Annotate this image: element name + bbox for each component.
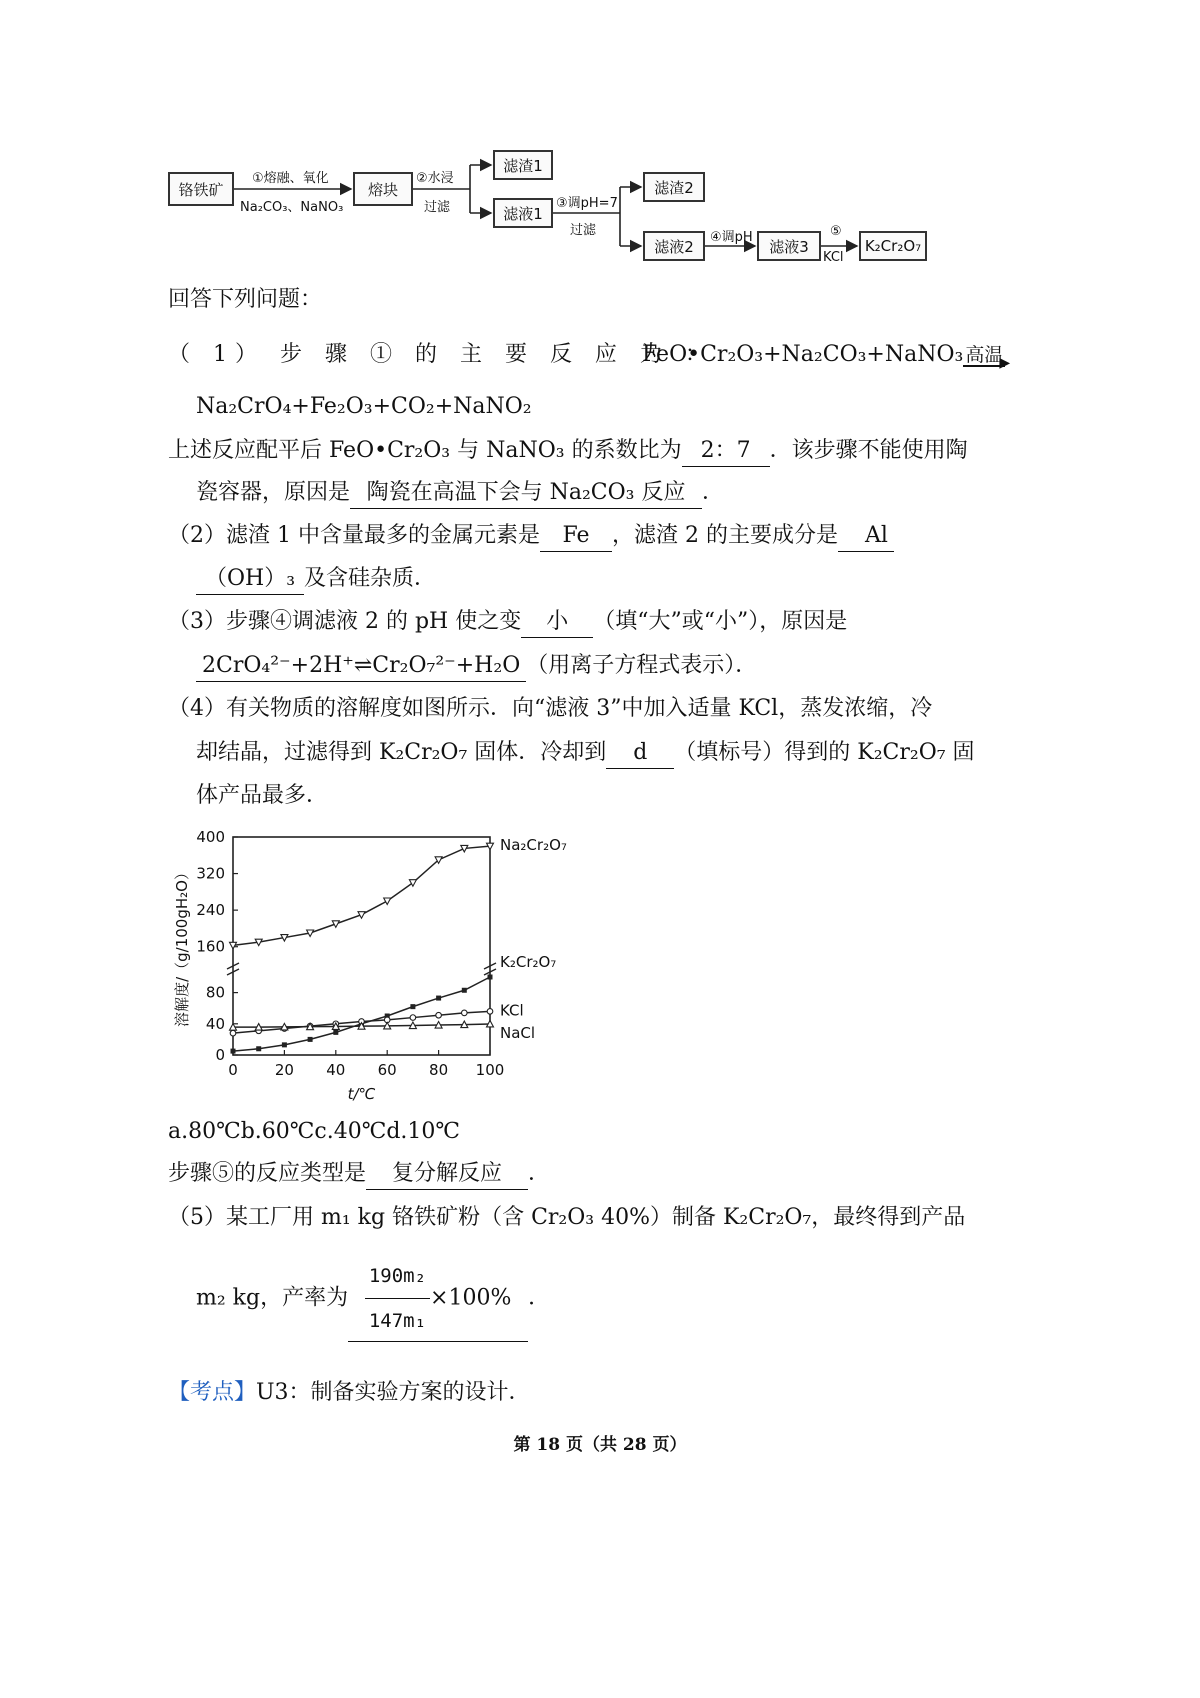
x-tick-label: 80 — [429, 1061, 449, 1079]
box-filtrate1: 滤液1 — [493, 198, 553, 228]
step4-label: ④调pH — [710, 230, 753, 245]
data-point — [410, 1015, 416, 1021]
q1-end: ． — [702, 480, 725, 505]
q4-line2 — [196, 738, 975, 769]
y-tick-label: 0 — [215, 1046, 225, 1064]
x-tick-label: 100 — [475, 1061, 505, 1079]
y-axis-label: 溶解度/（g/100gH₂O） — [173, 865, 191, 1027]
q1-sentence-b: ．该步骤不能使用陶 — [769, 438, 968, 463]
q1-answer-ratio: 2：7 — [682, 436, 770, 467]
data-point — [436, 996, 441, 1001]
q4-line1: （4）有关物质的溶解度如图所示．向“滤液 3”中加入适量 KCl，蒸发浓缩，冷 — [168, 696, 933, 721]
page-footer: 第 18 页（共 28 页） — [513, 1435, 687, 1455]
step5-reagent: KCl — [823, 250, 844, 265]
q5-frac-den: 147m₁ — [368, 1310, 427, 1332]
data-point — [230, 1030, 236, 1036]
box-slag2: 滤渣2 — [643, 172, 705, 202]
q3-line1 — [168, 607, 847, 638]
solubility-chart — [165, 825, 605, 1115]
box-filtrate3: 滤液3 — [757, 231, 821, 261]
step3-filter: 过滤 — [570, 223, 597, 238]
data-point — [488, 975, 493, 980]
x-tick-label: 60 — [377, 1061, 397, 1079]
q1-arrow-icon: ▶ — [999, 355, 1011, 371]
kaodian-tag: 【考点】 — [168, 1380, 257, 1405]
data-point — [462, 1010, 468, 1016]
q2-lead: （2）滤渣 1 中含量最多的金属元素是 — [168, 523, 540, 548]
q4-step5-lead: 步骤⑤的反应类型是 — [168, 1161, 367, 1186]
q2-mid: ，滤渣 2 的主要成分是 — [611, 523, 838, 548]
box-ore: 铬铁矿 — [168, 172, 234, 206]
box-product: K₂Cr₂O₇ — [859, 231, 927, 261]
q3-answer-dir: 小 — [521, 607, 593, 638]
x-tick-label: 20 — [274, 1061, 294, 1079]
q1-equation-top — [642, 340, 1016, 372]
q5-fraction — [365, 1256, 430, 1341]
q4-line3: 体产品最多． — [196, 783, 329, 808]
x-axis-label: t/℃ — [347, 1085, 376, 1103]
q3-answer-eq: 2CrO₄²⁻+2H⁺⇌Cr₂O₇²⁻+H₂O — [196, 651, 526, 682]
q2-answer-metal: Fe — [540, 521, 612, 552]
q1-sentence-a: 上述反应配平后 FeO•Cr₂O₃ 与 NaNO₃ 的系数比为 — [168, 438, 682, 463]
q1-lead: （ 1） 步 骤 ① 的 主 要 反 应 为 ： — [168, 342, 715, 367]
y-tick-label: 320 — [196, 864, 225, 883]
q3-line2 — [196, 651, 757, 682]
q1-products: Na₂CrO₄+Fe₂O₃+CO₂+NaNO₂ — [196, 394, 532, 419]
y-tick-label: 400 — [196, 828, 225, 846]
data-point — [308, 1037, 313, 1042]
q2-answer-comp-b: （OH）₃ — [196, 564, 304, 595]
q1-line3 — [168, 436, 968, 467]
q4-answer: d — [606, 738, 674, 769]
series-label: NaCl — [500, 1023, 536, 1042]
data-point — [384, 898, 391, 905]
q5-line1: （5）某工厂用 m₁ kg 铬铁矿粉（含 Cr₂O₃ 40%）制备 K₂Cr₂O₇，最终得到产品 — [168, 1205, 966, 1230]
q5-frac-tail: ×100% — [430, 1285, 512, 1311]
q5-frac-num: 190m₂ — [365, 1256, 430, 1299]
step3-label: ③调pH=7 — [556, 196, 618, 211]
q4-line2b: （填标号）得到的 K₂Cr₂O₇ 固 — [674, 740, 975, 765]
q1-line1 — [168, 340, 715, 370]
y-tick-label: 40 — [205, 1014, 225, 1033]
kaodian-text: U3：制备实验方案的设计． — [256, 1380, 531, 1405]
data-point — [231, 1049, 236, 1054]
series-label: KCl — [500, 1001, 524, 1020]
q2-line1 — [168, 521, 894, 552]
q4-line2a: 却结晶，过滤得到 K₂Cr₂O₇ 固体．冷却到 — [196, 740, 607, 765]
y-tick-label: 240 — [196, 901, 225, 920]
step2-label: ②水浸 — [416, 171, 454, 186]
data-point — [410, 1004, 415, 1009]
series-label: K₂Cr₂O₇ — [500, 953, 557, 971]
q3-lead: （3）步骤④调滤液 2 的 pH 使之变 — [168, 609, 522, 634]
box-filtrate2: 滤液2 — [643, 231, 705, 261]
q1-condition: 高温 — [965, 344, 1004, 366]
q5-line2 — [196, 1256, 550, 1342]
box-melt: 熔块 — [353, 172, 413, 206]
q2-tail: 及含硅杂质． — [304, 566, 437, 591]
data-point — [487, 1009, 493, 1015]
x-tick-label: 0 — [228, 1061, 238, 1079]
data-point — [333, 1030, 338, 1035]
box-slag1: 滤渣1 — [493, 150, 553, 180]
step1-reagents: Na₂CO₃、NaNO₃ — [240, 200, 344, 215]
y-tick-label: 80 — [205, 983, 225, 1002]
q1-reactants: FeO•Cr₂O₃+Na₂CO₃+NaNO₃ — [642, 342, 964, 367]
data-point — [436, 1012, 442, 1018]
q4-step5 — [168, 1159, 550, 1190]
y-tick-label: 160 — [196, 937, 225, 956]
q5-lead: m₂ kg，产率为 — [196, 1285, 349, 1311]
step5-label: ⑤ — [830, 224, 842, 239]
q1-sentence-c: 瓷容器，原因是 — [196, 480, 351, 505]
q2-line2 — [196, 564, 436, 595]
kaodian — [168, 1378, 531, 1408]
data-point — [282, 1042, 287, 1047]
q4-step5-answer: 复分解反应 — [366, 1159, 528, 1190]
q4-step5-end: ． — [528, 1161, 551, 1186]
q3-tail: （用离子方程式表示）． — [526, 653, 758, 678]
q5-end: ． — [528, 1285, 551, 1311]
step1-label: ①熔融、氧化 — [252, 171, 329, 186]
q3-mid: （填“大”或“小”），原因是 — [593, 609, 848, 634]
data-point — [256, 1046, 261, 1051]
q4-options: a.80℃b.60℃c.40℃d.10℃ — [168, 1119, 460, 1144]
series-line — [233, 846, 490, 945]
intro: 回答下列问题： — [168, 287, 323, 312]
data-point — [462, 988, 467, 993]
q1-answer-reason: 陶瓷在高温下会与 Na₂CO₃ 反应 — [350, 478, 702, 509]
step2-filter: 过滤 — [424, 200, 451, 215]
q5-answer — [348, 1256, 528, 1342]
q2-answer-comp-a: Al — [838, 521, 894, 552]
series-label: Na₂Cr₂O₇ — [500, 836, 567, 855]
flow-arrows — [0, 0, 1200, 300]
q1-line4 — [196, 478, 724, 509]
x-tick-label: 40 — [326, 1061, 346, 1079]
